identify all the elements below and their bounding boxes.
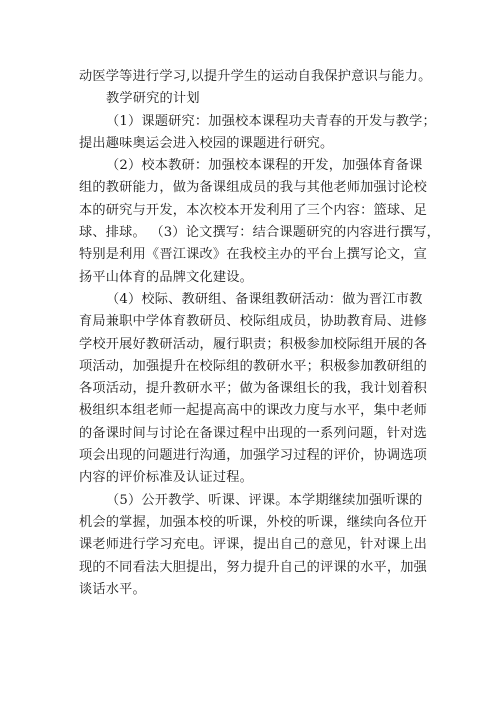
text-line: 项活动，加强提升在校际组的教研水平；积极参加教研组的 (79, 358, 428, 374)
text-line: 育局兼职中学体育教研员、校际组成员，协助教育局、进修 (79, 314, 428, 330)
text-line: 学校开展好教研活动，履行职责；积极参加校际组开展的各 (79, 336, 428, 352)
text-line: （4）校际、教研组、备课组教研活动：做为晋江市教 (106, 291, 423, 307)
text-line: 本的研究与开发，本次校本开发利用了三个内容：篮球、足 (79, 202, 428, 218)
text-line: 极组织本组老师一起提高高中的课改力度与水平，集中老师 (79, 403, 428, 419)
text-line: 谈话水平。 (79, 581, 146, 597)
text-line: 各项活动，提升教研水平；做为备课组长的我，我计划着积 (79, 381, 428, 397)
text-line: 课老师进行学习充电。评课，提出自己的意见，针对课上出 (79, 537, 428, 553)
text-line: 机会的掌握，加强本校的听课，外校的听课，继续向各位开 (79, 514, 428, 530)
text-line: 球、排球。 （3）论文撰写：结合课题研究的内容进行撰写， (79, 225, 441, 241)
text-line: 特别是利用《晋江课改》在我校主办的平台上撰写论文，宣 (79, 247, 428, 263)
document-page (79, 66, 441, 601)
text-line: 提出趣味奥运会进入校园的课题进行研究。 (79, 135, 334, 151)
text-line: 动医学等进行学习,以提升学生的运动自我保护意识与能力。 (79, 69, 432, 84)
text-line: 的备课时间与讨论在备课过程中出现的一系列问题，针对选 (79, 425, 428, 441)
text-line: （5）公开教学、听课、评课。本学期继续加强听课的 (106, 492, 423, 508)
text-line: 现的不同看法大胆提出，努力提升自己的评课的水平，加强 (79, 559, 428, 575)
text-line: （2）校本教研：加强校本课程的开发，加强体育备课 (106, 158, 423, 174)
text-line: 扬平山体育的品牌文化建设。 (79, 269, 254, 285)
text-line: 组的教研能力，做为备课组成员的我与其他老师加强讨论校 (79, 180, 428, 196)
text-line: （1）课题研究：加强校本课程功夫青春的开发与教学； (106, 113, 436, 129)
text-line: 项会出现的问题进行沟通，加强学习过程的评价，协调选项 (79, 448, 428, 464)
section-heading: 教学研究的计划 (106, 91, 200, 107)
text-line: 内容的评价标准及认证过程。 (79, 470, 254, 486)
